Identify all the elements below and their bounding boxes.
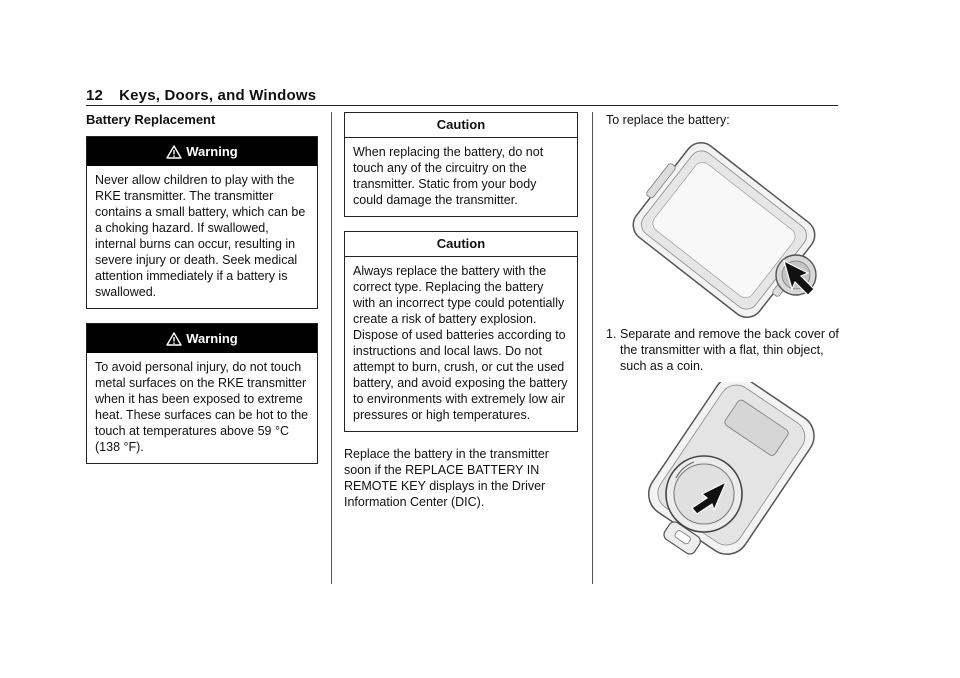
- warning-header: [87, 137, 317, 166]
- caution-title: Caution: [436, 117, 486, 132]
- warning-box-2: [86, 323, 318, 464]
- section-title: Battery Replacement: [86, 112, 216, 127]
- body-paragraph: Replace the battery in the transmitter soon if the REPLACE BATTERY IN REMOTE KEY displays in the Driver Information Center (DIC).: [344, 447, 549, 509]
- warning-box-1: [86, 136, 318, 309]
- warning-triangle-icon: [166, 332, 182, 346]
- column-2: [344, 112, 578, 510]
- warning-header: [87, 324, 317, 353]
- page-number: 12: [86, 87, 104, 104]
- intro-text: To replace the battery:: [606, 113, 730, 127]
- steps-list: [606, 326, 840, 374]
- caution-header: [345, 113, 577, 138]
- caution-text: When replacing the battery, do not touch any of the circuitry on the transmitter. Static from your body could damage the transmitter.: [353, 145, 544, 207]
- caution-title: Caution: [436, 236, 486, 251]
- column-1: [86, 112, 318, 478]
- warning-triangle-icon: [166, 145, 182, 159]
- warning-title: Warning: [186, 330, 238, 346]
- caution-header: [345, 232, 577, 257]
- page-header: [86, 82, 838, 106]
- step-item: [606, 326, 840, 374]
- fob-cover-removal-illustration: [606, 382, 840, 568]
- warning-text: Never allow children to play with the RKE transmitter. The transmitter contains a small battery, which can be a choking hazard. If swallowed, internal burns can occur, resulting in severe injury or death. Seek medical attention immediately if a battery is swallowed.: [95, 173, 306, 299]
- section-header-title: Keys, Doors, and Windows: [119, 87, 317, 104]
- warning-text: To avoid personal injury, do not touch metal surfaces on the RKE transmitter when it has been exposed to extreme heat. These surfaces can be hot to the touch at temperatures above 59 °C (138 °F).: [95, 360, 309, 454]
- step-text: Separate and remove the back cover of the transmitter with a flat, thin object, such as a coin.: [620, 327, 839, 373]
- column-3: [606, 112, 840, 568]
- warning-title: Warning: [186, 143, 238, 159]
- caution-text: Always replace the battery with the correct type. Replacing the battery with an incorrect type could potentially create a risk of battery explosion. Dispose of used batteries according to instructions and local laws. Do not attempt to burn, crush, or cut the used battery, and avoid exposing the battery to environments with extremely low air pressures or high temperatures.: [353, 264, 568, 422]
- caution-box-1: [344, 112, 578, 217]
- column-divider: [592, 112, 593, 584]
- caution-box-2: [344, 231, 578, 432]
- column-divider: [331, 112, 332, 584]
- step-number: 1.: [606, 327, 617, 341]
- fob-back-illustration: [606, 130, 840, 320]
